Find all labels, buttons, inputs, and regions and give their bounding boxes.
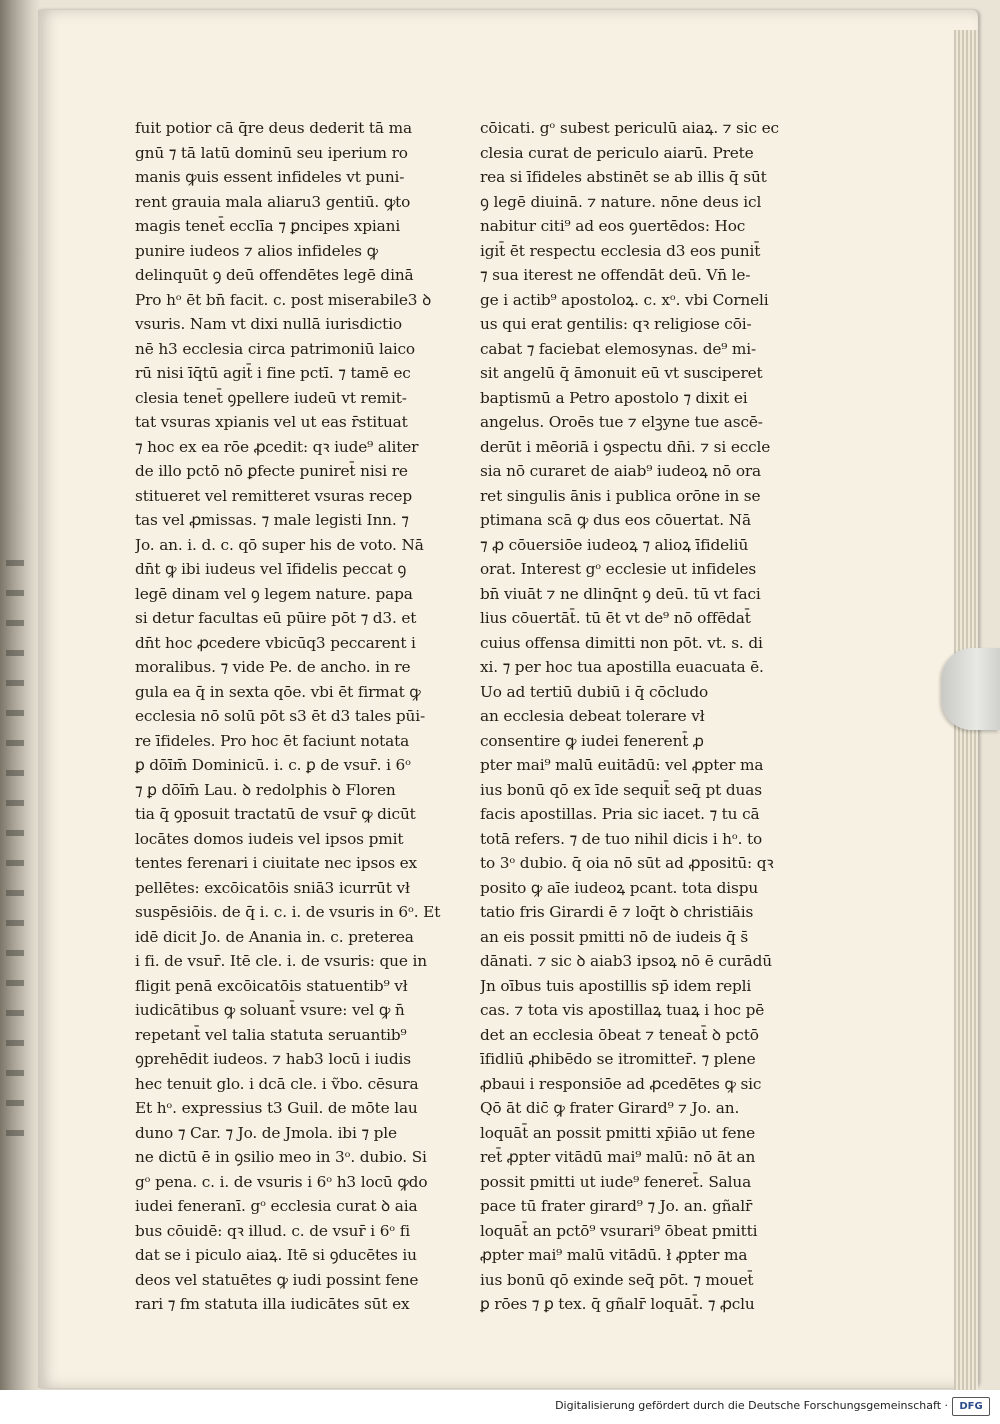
text-line: ꝓpter mai⁹ malū vitādū. ł ꝓpter ma	[480, 1246, 748, 1264]
text-line: bus cōuidē: qꝛ illud. c. de vsur̄ i 6ᵒ fi	[135, 1221, 411, 1240]
text-line: tatio fris Girardi ē ⁊ loq̄t ꝺ christiāis	[480, 903, 754, 921]
text-line: suspēsiōis. de q̄ i. c. i. de vsuris in 6ᵒ. Et	[135, 903, 441, 921]
text-line: tat vsuras xpianis vel ut eas r̄stituat	[135, 413, 408, 431]
text-line: ptimana scā ꝙ dus eos cōuertat. Nā	[480, 511, 751, 529]
text-line: igit̄ ēt respectu ecclesia d3 eos punit̄	[480, 241, 761, 260]
text-line: loquāt̄ an pctō⁹ vsurari⁹ ōbeat pmitti	[480, 1221, 758, 1240]
footer-credit: Digitalisierung gefördert durch die Deutsche Forschungsgemeinschaft ·	[555, 1399, 948, 1412]
text-line: ꝯprehēdit iudeos. ⁊ hab3 locū i iudis	[135, 1050, 411, 1068]
text-line: bn̄ viuāt ⁊ ne dlinq̄nt ꝯ deū. tū vt faci	[480, 584, 761, 603]
text-line: ne dictū ē in ꝯsilio meo in 3ᵒ. dubio. Si	[135, 1148, 427, 1166]
text-line: dat se i piculo aiaꝝ. Itē si ꝯducētes iu	[135, 1246, 417, 1264]
text-line: nabitur citi⁹ ad eos ꝯuertēdos: Hoc	[480, 217, 746, 235]
text-line: Qō āt dic̄ ꝙ frater Girard⁹ ⁊ Jo. an.	[480, 1099, 740, 1117]
text-line: Pro hᵒ ēt bn̄ facit. c. post miserabile3 ꝺ	[135, 290, 432, 309]
text-line: dānati. ⁊ sic ꝺ aiab3 ipsoꝝ nō ē curādū	[480, 952, 772, 970]
text-line: ret̄ ꝓpter vitādū mai⁹ malū: nō āt an	[480, 1148, 756, 1166]
text-line: an ecclesia debeat tolerare vł	[480, 707, 705, 725]
text-line: cas. ⁊ tota vis apostillaꝝ tuaꝝ i hoc pē	[480, 1001, 765, 1019]
text-line: punire iudeos ⁊ alios infideles ꝙ	[135, 241, 378, 260]
text-line: īfidliū ꝓhibēdo se itromitter̄. ⁊ plene	[480, 1050, 756, 1068]
text-line: rent grauia mala aliaru3 gentiū. ꝙto	[135, 192, 411, 211]
book-spine	[0, 0, 40, 1390]
text-line: deos vel statuētes ꝙ iudi possint fene	[135, 1270, 419, 1289]
text-line: ius bonū qō exinde seq̄ pōt. ⁊ mouet̄	[480, 1270, 754, 1289]
text-line: rea si īfideles abstinēt se ab illis q̄ sūt	[480, 168, 767, 186]
text-line: pter mai⁹ malū euitādū: vel ꝓpter ma	[480, 756, 764, 774]
text-line: vsuris. Nam vt dixi nullā iurisdictio	[135, 315, 402, 333]
text-line: manis ꝙuis essent infideles vt puni-	[135, 168, 405, 186]
text-line: locātes domos iudeis vel ipsos pmit	[135, 829, 404, 848]
text-line: tas vel ꝓmissas. ⁊ male legisti Inn. ⁊	[135, 511, 409, 529]
text-line: ecclesia nō solū pōt s3 ēt d3 tales pūi-	[135, 707, 425, 725]
text-line: pace tū frater girard⁹ ⁊ Jo. an. gñalr̄	[480, 1197, 753, 1215]
dfg-logo: DFG	[952, 1397, 990, 1416]
text-line: lius cōuertāt̄. tū ēt vt de⁹ nō offēdat̄	[480, 609, 751, 627]
text-line: possit pmitti ut iude⁹ feneret̄. Salua	[480, 1172, 752, 1191]
text-line: us qui erat gentilis: qꝛ religiose cōi-	[480, 315, 752, 333]
text-line: ⁊ ꝓ cōuersiōe iudeoꝝ ⁊ alioꝝ īfideliū	[480, 535, 749, 554]
text-line: legē dinam vel ꝯ legem nature. papa	[135, 584, 413, 603]
text-line: ius bonū qō ex īde sequit̄ seq̄ pt duas	[480, 780, 762, 799]
text-line: posito ꝙ aīe iudeoꝝ pcant. tota dispu	[480, 878, 759, 897]
text-line: Et hᵒ. expressius t3 Guil. de mōte lau	[135, 1099, 418, 1117]
text-line: idē dicit Jo. de Anania in. c. preterea	[135, 927, 414, 946]
text-line: gula ea q̄ in sexta qōe. vbi ēt firmat ꝙ	[135, 682, 421, 701]
text-line: si detur facultas eū pūire pōt ⁊ d3. et	[135, 609, 417, 627]
text-line: tia q̄ ꝯposuit tractatū de vsur̄ ꝙ dicūt	[135, 805, 416, 823]
text-line: angelus. Oroēs tue ⁊ elꝫyne tue ascē-	[480, 413, 763, 431]
text-line: ge i actib⁹ apostoloꝝ. c. xᵒ. vbi Corneli	[480, 290, 769, 309]
spine-decoration	[6, 560, 24, 1160]
text-line: cabat ⁊ faciebat elemosynas. de⁹ mi-	[480, 339, 757, 358]
text-line: ⁊ sua iterest ne offendāt deū. Vn̄ le-	[480, 266, 751, 284]
text-line: duno ⁊ Car. ⁊ Jo. de Jmola. ibi ⁊ ple	[135, 1123, 397, 1142]
text-line: delinquūt ꝯ deū offendētes legē dinā	[135, 266, 414, 284]
text-line: Jo. an. i. d. c. qō super his de voto. Nā	[135, 535, 424, 554]
text-line: to 3ᵒ dubio. q̄ oia nō sūt ad ꝓpositū: qꝛ	[480, 854, 774, 872]
text-line: rari ⁊ fm statuta illa iudicātes sūt ex	[135, 1295, 410, 1313]
text-line: Jn oībus tuis apostillis sp̄ idem repli	[480, 976, 752, 995]
text-line: iudicātibus ꝙ soluant̄ vsure: vel ꝙ n̄	[135, 1001, 405, 1019]
footer-bar	[0, 1390, 1000, 1424]
text-line: fuit potior cā q̄re deus dederit tā ma	[135, 119, 412, 137]
text-line: de illo pctō nō ꝑfecte puniret̄ nisi re	[135, 462, 408, 480]
text-line: totā refers. ⁊ de tuo nihil dicis i hᵒ. to	[480, 829, 763, 848]
text-line: gnū ⁊ tā latū dominū seu iperium ro	[135, 143, 408, 162]
text-line: consentire ꝙ iudei fenerent̄ ꝓ	[480, 731, 704, 750]
text-line: dn̄t ꝙ ibi iudeus vel īfidelis peccat ꝯ	[135, 560, 407, 578]
text-line: ⁊ hoc ex ea rōe ꝓcedit: qꝛ iude⁹ aliter	[135, 437, 419, 456]
text-line: ꝓbaui i responsiōe ad ꝓcedētes ꝙ sic	[480, 1074, 762, 1093]
text-line: nē h3 ecclesia circa patrimoniū laico	[135, 339, 415, 358]
text-line: dn̄t hoc ꝓcedere vbicūq3 peccarent i	[135, 633, 416, 652]
text-line: pellētes: excōicatōis sniā3 icurrūt vł	[135, 878, 410, 897]
text-line: tentes ferenari i ciuitate nec ipsos ex	[135, 854, 417, 872]
text-line: facis apostillas. Pria sic iacet. ⁊ tu cā	[480, 805, 760, 823]
text-line: i fi. de vsur̄. Itē cle. i. de vsuris: que in	[135, 952, 427, 970]
text-line: ꝯ legē diuinā. ⁊ nature. nōne deus icl	[480, 192, 762, 211]
text-line: ꝑ rōes ⁊ ꝑ tex. q̄ gñalr̄ loquāt̄. ⁊ ꝓclu	[480, 1295, 755, 1313]
text-line: stitueret vel remitteret vsuras recep	[135, 486, 412, 505]
text-line: sia nō curaret de aiab⁹ iudeoꝝ nō ora	[480, 462, 762, 480]
text-line: fligit penā excōicatōis statuentib⁹ vł	[135, 976, 408, 995]
text-line: moralibus. ⁊ vide Pe. de ancho. in re	[135, 658, 411, 676]
text-column-left	[135, 116, 450, 1317]
text-line: gᵒ pena. c. i. de vsuris i 6ᵒ h3 locū ꝙdo	[135, 1172, 428, 1191]
text-line: ret singulis ānis i publica orōne in se	[480, 486, 761, 505]
text-line: Uo ad tertiū dubiū i q̄ cōcludo	[480, 682, 709, 701]
text-line: ꝑ dōīm̄ Dominicū. i. c. ꝑ de vsur̄. i 6ᵒ	[135, 756, 411, 774]
text-line: loquāt̄ an possit pmitti xp̄iāo ut fene	[480, 1123, 755, 1142]
text-line: rū nisi īq̄tū agit̄ i fine pctī. ⁊ tamē ec	[135, 364, 411, 382]
text-line: iudei feneranī. gᵒ ecclesia curat ꝺ aia	[135, 1197, 418, 1215]
text-column-right	[480, 116, 780, 1317]
text-line: baptismū a Petro apostolo ⁊ dixit ei	[480, 388, 748, 407]
page-clip	[942, 648, 1000, 730]
text-line: repetant̄ vel talia statuta seruantib⁹	[135, 1025, 407, 1044]
text-line: det an ecclesia ōbeat ⁊ teneat̄ ꝺ pctō	[480, 1025, 759, 1044]
text-line: cuius offensa dimitti non pōt. vt. s. di	[480, 633, 763, 652]
text-line: xi. ⁊ per hoc tua apostilla euacuata ē.	[480, 658, 764, 676]
text-line: cōicati. gᵒ subest periculū aiaꝝ. ⁊ sic ec	[480, 119, 779, 137]
text-line: hec tenuit glo. i dcā cle. i ṽbo. cēsura	[135, 1074, 419, 1093]
text-line: an eis possit pmitti nō de iudeis q̄ s̄	[480, 927, 749, 946]
text-line: re īfideles. Pro hoc ēt faciunt notata	[135, 731, 410, 750]
text-line: clesia curat de periculo aiarū. Prete	[480, 143, 754, 162]
text-line: sit angelū q̄ āmonuit eū vt susciperet	[480, 364, 763, 382]
text-line: derūt i mēoriā i ꝯspectu dn̄i. ⁊ si eccle	[480, 437, 771, 456]
text-line: orat. Interest gᵒ ecclesie ut infideles	[480, 560, 757, 578]
text-line: clesia tenet̄ ꝯpellere iudeū vt remit-	[135, 388, 407, 407]
text-line: magis tenet̄ ecclīa ⁊ ꝑncipes xpiani	[135, 217, 401, 235]
text-line: ⁊ ꝑ dōīm̄ Lau. ꝺ redolphis ꝺ Floren	[135, 780, 396, 799]
